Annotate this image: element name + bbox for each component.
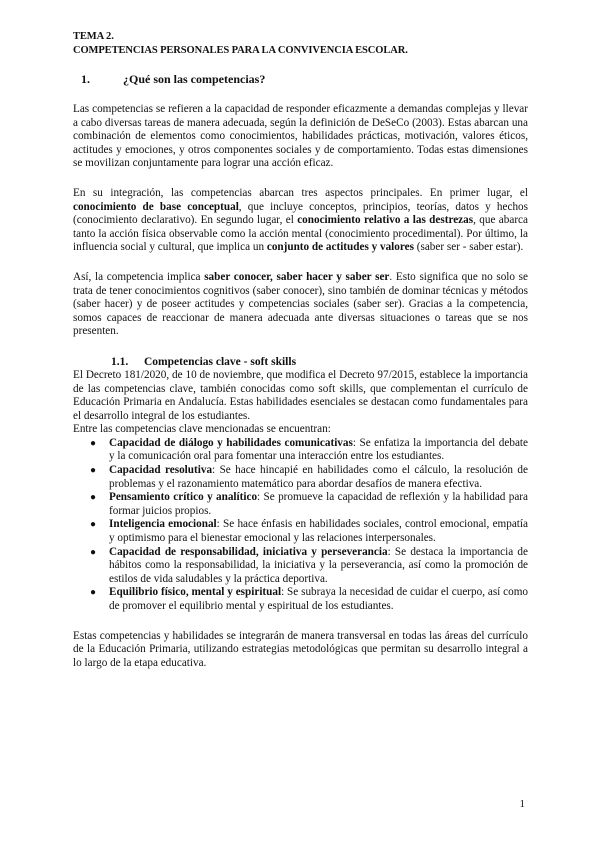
- bold-term: conjunto de actitudes y valores: [266, 241, 414, 254]
- list-item-text: : Se destaca la importancia de hábitos como la responsabilidad, la iniciativa y la perseverancia, así como la promoción de estilos de vida saludables y la práctica deportiva.: [109, 545, 528, 585]
- list-item-text: : Se hace hincapié en habilidades como el cálculo, la resolución de problemas y el razonamiento matemático para abordar desafíos de manera efectiva.: [109, 464, 528, 490]
- text-span: (saber ser - saber estar).: [413, 241, 524, 254]
- list-item: [73, 464, 528, 491]
- paragraph-saber: [73, 271, 528, 339]
- subsection-title: Competencias clave - soft skills: [144, 355, 297, 368]
- list-item: [73, 546, 528, 587]
- document-page: [73, 30, 528, 670]
- list-item: [73, 491, 528, 518]
- bullet-icon: ●: [90, 465, 97, 477]
- document-title: COMPETENCIAS PERSONALES PARA LA CONVIVENCIA ESCOLAR.: [73, 45, 408, 56]
- bullet-icon: ●: [90, 587, 97, 599]
- bullet-icon: ●: [90, 492, 97, 504]
- bold-term: saber conocer, saber hacer y saber ser: [204, 270, 390, 283]
- subsection-number: 1.1.: [111, 355, 129, 368]
- list-item-text: : Se promueve la capacidad de reflexión y la habilidad para formar juicios propios.: [109, 491, 528, 517]
- paragraph-integration: [73, 187, 528, 255]
- paragraph-conclusion: Estas competencias y habilidades se integrarán de manera transversal en todas las áreas del currículo de la Educación Primaria, utilizando estrategias metodológicas que permitan su desarrollo integral a lo largo de la etapa educativa.: [73, 629, 528, 669]
- page-number: 1: [519, 798, 525, 810]
- section-title: ¿Qué son las competencias?: [123, 72, 266, 86]
- list-item-text: : Se enfatiza la importancia del debate y la comunicación oral para fomentar una interacción entre los estudiantes.: [109, 436, 529, 463]
- topic-number: TEMA 2.: [73, 31, 114, 42]
- text-span: En su integración, las competencias abarcan tres aspectos principales. En primer lugar, el: [73, 186, 528, 199]
- list-item-title: Capacidad de diálogo y habilidades comunicativas: [109, 436, 353, 449]
- list-item-text: : Se subraya la necesidad de cuidar el cuerpo, así como de promover el equilibrio mental y espiritual de los estudiantes.: [109, 586, 528, 612]
- bold-term: conocimiento de base conceptual: [73, 200, 239, 213]
- competencies-list: [73, 437, 528, 614]
- paragraph-list-intro: Entre las competencias clave mencionadas se encuentran:: [73, 423, 331, 436]
- section-heading-1: [73, 72, 528, 87]
- list-item-title: Pensamiento crítico y analítico: [109, 491, 258, 504]
- list-item-title: Capacidad de responsabilidad, iniciativa y perseverancia: [109, 545, 388, 558]
- section-number: 1.: [81, 72, 90, 86]
- bullet-icon: ●: [90, 437, 97, 449]
- list-item-text: : Se hace énfasis en habilidades sociales, control emocional, empatía y optimismo para el bienestar emocional y las relaciones interpersonales.: [109, 518, 528, 545]
- bullet-icon: ●: [90, 519, 97, 531]
- text-span: , que incluye conceptos, principios, teorías, datos y hechos (conocimiento declarativo). En segundo lugar, el: [73, 200, 528, 227]
- bullet-icon: ●: [90, 546, 97, 558]
- list-item: [73, 518, 528, 545]
- list-item: [73, 437, 528, 464]
- text-span: . Esto significa que no solo se trata de tener conocimientos cognitivos (saber conocer), sino también de dominar técnicas y métodos (saber hacer) y de poseer actitudes y competencias sociales (saber ser). Gracias a la competencia, somos capaces de reaccionar de manera adecuada ante diversas situaciones o tareas que se nos presenten.: [73, 270, 528, 338]
- paragraph-decreto: El Decreto 181/2020, de 10 de noviembre, que modifica el Decreto 97/2015, establece la importancia de las competencias clave, también conocidas como soft skills, que complementan el currículo de Educación Primaria en Andalucía. Estas habilidades esenciales se destacan como fundamentales para el desarrollo integral de los estudiantes.: [73, 368, 528, 422]
- section-heading-1-1: [73, 355, 528, 369]
- bold-term: conocimiento relativo a las destrezas: [297, 214, 474, 227]
- list-item-title: Equilibrio físico, mental y espiritual: [109, 586, 282, 599]
- list-item-title: Inteligencia emocional: [109, 518, 217, 531]
- paragraph-definition: Las competencias se refieren a la capacidad de responder eficazmente a demandas complejas y llevar a cabo diversas tareas de manera adecuada, según la definición de DeSeCo (2003). Estas abarcan una combinación de elementos como conocimientos, habilidades prácticas, motivación, valores éticos, actitudes y emociones, y otros componentes sociales y de comportamiento. Todas estas dimensiones se movilizan conjuntamente para lograr una acción eficaz.: [73, 103, 528, 170]
- text-span: Así, la competencia implica: [73, 270, 205, 283]
- text-span: , que abarca tanto la acción física observable como la acción mental (conocimiento procedimental). Por último, la influencia social y cultural, que implica un: [73, 214, 528, 254]
- list-item-title: Capacidad resolutiva: [109, 464, 213, 477]
- list-item: [73, 586, 528, 613]
